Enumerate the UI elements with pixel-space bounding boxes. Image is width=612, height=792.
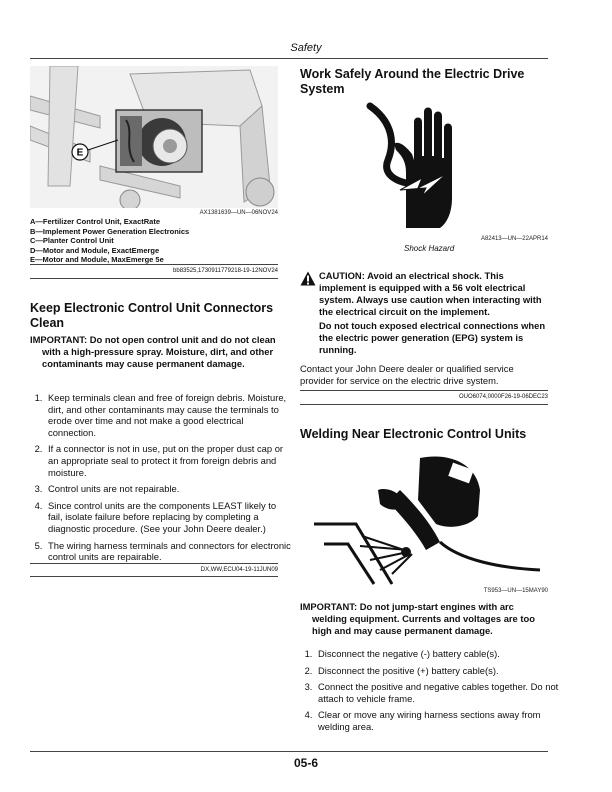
section-title: Welding Near Electronic Control Units	[300, 427, 527, 441]
list-item: 1. Keep terminals clean and free of foreign debris. Moisture, dirt, and other contaminants may cause the terminals to erode over time and not make a good electrical connection.	[45, 392, 291, 438]
list-item: 4. Clear or move any wiring harness sections away from welding area.	[315, 709, 563, 732]
legend-item-d: D—Motor and Module, ExactEmerge	[30, 245, 160, 255]
figure-code: TS953—UN—15MAY90	[483, 588, 548, 594]
figure-code: AX1381639—UN—06NOV24	[199, 210, 278, 216]
caution-text: CAUTION: Avoid an electrical shock. This implement is equipped with a 56 volt electrical system. Always use caution when interacting with the electrical circuit on the implement.	[319, 270, 542, 317]
divider	[300, 404, 548, 405]
page-number: 05-6	[293, 756, 319, 770]
running-header: Safety	[290, 42, 322, 54]
divider	[30, 264, 278, 265]
section-title: Work Safely Around the Electric Drive System	[300, 67, 525, 96]
figure-code: A82413—UN—22APR14	[480, 236, 548, 242]
list-item: 4. Since control units are the components LEAST likely to fail, isolate failure before replacing by completing a diagnostic procedure. (See your John Deere dealer.)	[45, 500, 291, 535]
figure-caption: Shock Hazard	[404, 244, 455, 253]
divider	[30, 278, 278, 279]
control-unit-photo	[30, 66, 278, 208]
steps-list	[300, 648, 563, 738]
list-item: 2. If a connector is not in use, put on the proper dust cap or an appropriate seal to protect it from foreign debris and moisture.	[45, 443, 291, 478]
reference-code: OUO6074,0000F26-19-06DEC23	[458, 394, 548, 400]
divider	[30, 563, 278, 564]
legend-item-a: A—Fertilizer Control Unit, ExactRate	[30, 217, 161, 226]
figure-callout-e: E	[76, 147, 84, 159]
legend-item-c: C—Planter Control Unit	[30, 236, 114, 246]
welding-hazard-icon	[300, 450, 550, 586]
contact-note: Contact your John Deere dealer or qualified service provider for service on the electric drive system.	[300, 363, 514, 386]
legend-item-e: E—Motor and Module, MaxEmerge 5e	[30, 255, 164, 265]
list-item: 5. The wiring harness terminals and connectors for electronic control units are repairable.	[45, 540, 291, 563]
divider	[300, 390, 548, 391]
reference-code: DX,WW,ECU04-19-11JUN09	[200, 567, 278, 573]
figure-legend	[30, 217, 280, 265]
important-notice: IMPORTANT: Do not open control unit and do not clean with a high-pressure spray. Moisture, dirt, and other contaminants may cause permanent damage.	[30, 334, 276, 369]
steps-list	[30, 392, 291, 568]
footer-rule	[30, 751, 548, 752]
divider	[30, 576, 278, 577]
warning-triangle-icon	[300, 271, 316, 286]
legend-item-b: B—Implement Power Generation Electronics	[30, 226, 190, 236]
list-item: 2. Disconnect the positive (+) battery cable(s).	[315, 665, 563, 677]
shock-hazard-icon	[360, 100, 480, 242]
list-item: 3. Connect the positive and negative cables together. Do not attach to vehicle frame.	[315, 681, 563, 704]
important-notice: IMPORTANT: Do not jump-start engines with arc welding equipment. Currents and voltages are too high and may cause permanent damage.	[300, 601, 535, 636]
reference-code: bb83525,1730911779218-19-12NOV24	[173, 268, 278, 274]
header-rule	[30, 58, 548, 59]
list-item: 3. Control units are not repairable.	[45, 483, 291, 495]
list-item: 1. Disconnect the negative (-) battery cable(s).	[315, 648, 563, 660]
section-title: Keep Electronic Control Unit Connectors Clean	[30, 301, 274, 330]
caution-text-2: Do not touch exposed electrical connections when the electric power generation (EPG) system is running.	[319, 320, 546, 355]
